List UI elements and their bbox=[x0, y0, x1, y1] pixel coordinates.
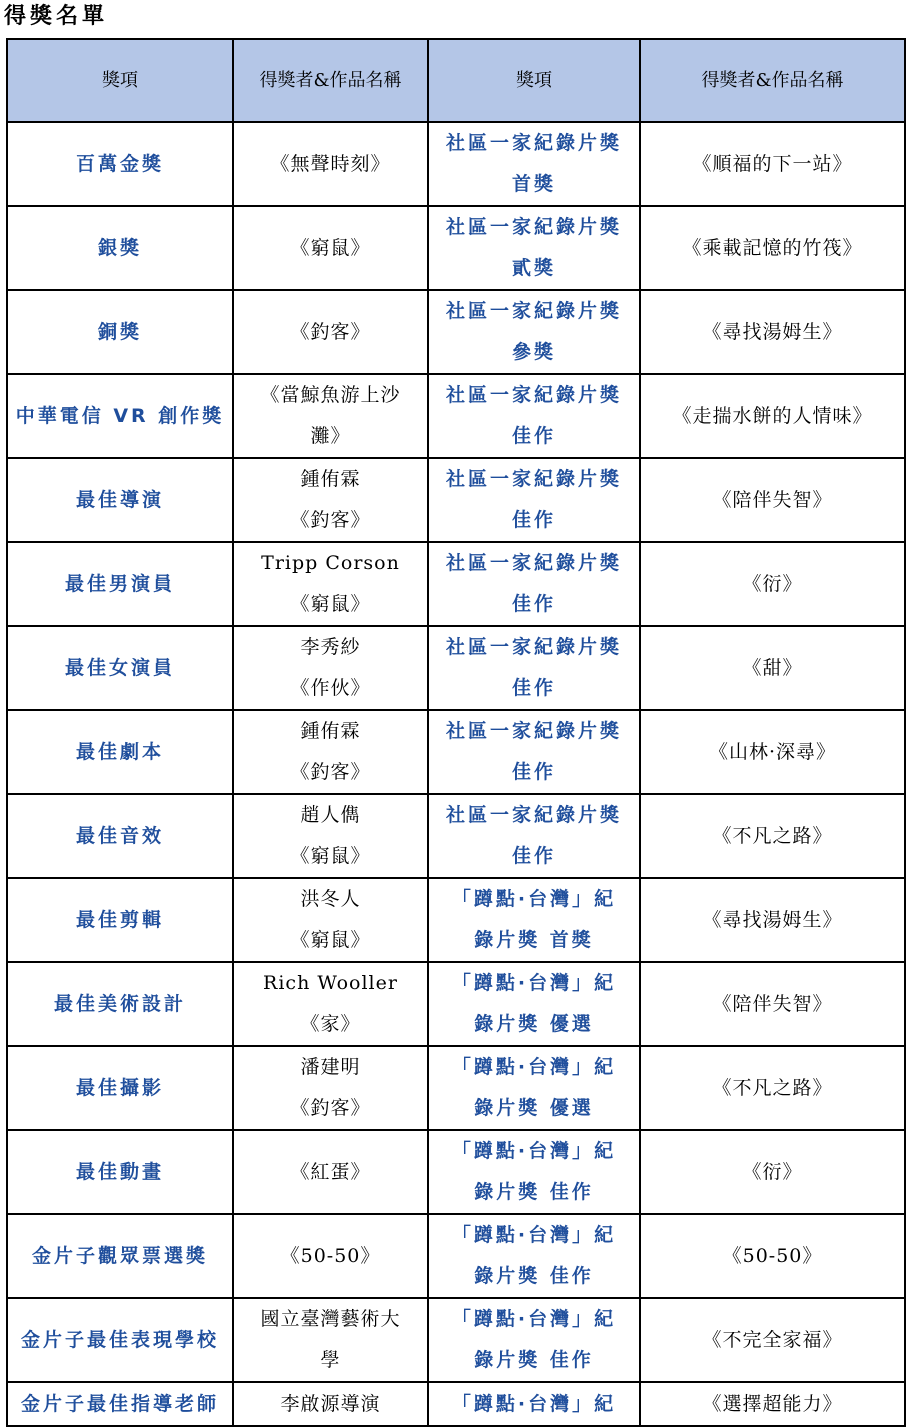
winner-and-work: 《無聲時刻》 bbox=[233, 122, 428, 206]
winner-and-work: 《紅蛋》 bbox=[233, 1130, 428, 1214]
documentary-award-name: 社區一家紀錄片獎 參獎 bbox=[428, 290, 640, 374]
documentary-award-name: 「蹲點·台灣」紀 錄片獎 首獎 bbox=[428, 878, 640, 962]
award-name: 最佳導演 bbox=[7, 458, 233, 542]
documentary-work: 《尋找湯姆生》 bbox=[640, 290, 905, 374]
documentary-award-name: 社區一家紀錄片獎 佳作 bbox=[428, 374, 640, 458]
winner-and-work: 趙人儁 《窮鼠》 bbox=[233, 794, 428, 878]
documentary-work: 《順福的下一站》 bbox=[640, 122, 905, 206]
table-row bbox=[7, 710, 905, 794]
documentary-work: 《不凡之路》 bbox=[640, 1046, 905, 1130]
documentary-award-name: 「蹲點·台灣」紀 bbox=[428, 1382, 640, 1426]
award-name: 最佳劇本 bbox=[7, 710, 233, 794]
documentary-award-name: 「蹲點·台灣」紀 錄片獎 佳作 bbox=[428, 1214, 640, 1298]
table-row bbox=[7, 122, 905, 206]
documentary-award-name: 「蹲點·台灣」紀 錄片獎 優選 bbox=[428, 962, 640, 1046]
award-name: 金片子觀眾票選獎 bbox=[7, 1214, 233, 1298]
documentary-work: 《不完全家福》 bbox=[640, 1298, 905, 1382]
winner-and-work: 李秀紗 《作伙》 bbox=[233, 626, 428, 710]
documentary-award-name: 社區一家紀錄片獎 佳作 bbox=[428, 542, 640, 626]
documentary-work: 《50-50》 bbox=[640, 1214, 905, 1298]
documentary-work: 《衍》 bbox=[640, 542, 905, 626]
winner-and-work: 《窮鼠》 bbox=[233, 206, 428, 290]
table-row bbox=[7, 1046, 905, 1130]
header-winner-1: 得獎者&作品名稱 bbox=[233, 39, 428, 122]
documentary-work: 《陪伴失智》 bbox=[640, 962, 905, 1046]
documentary-award-name: 「蹲點·台灣」紀 錄片獎 佳作 bbox=[428, 1298, 640, 1382]
winner-and-work: 洪冬人 《窮鼠》 bbox=[233, 878, 428, 962]
header-winner-2: 得獎者&作品名稱 bbox=[640, 39, 905, 122]
table-row bbox=[7, 1382, 905, 1426]
winner-and-work: 潘建明 《釣客》 bbox=[233, 1046, 428, 1130]
award-name: 最佳女演員 bbox=[7, 626, 233, 710]
documentary-award-name: 社區一家紀錄片獎 首獎 bbox=[428, 122, 640, 206]
award-name: 金片子最佳指導老師 bbox=[7, 1382, 233, 1426]
header-row bbox=[7, 39, 905, 122]
winner-and-work: 國立臺灣藝術大 學 bbox=[233, 1298, 428, 1382]
award-name: 最佳剪輯 bbox=[7, 878, 233, 962]
header-award-1: 獎項 bbox=[7, 39, 233, 122]
table-row bbox=[7, 1130, 905, 1214]
winner-and-work: Tripp Corson 《窮鼠》 bbox=[233, 542, 428, 626]
table-row bbox=[7, 626, 905, 710]
award-name: 最佳音效 bbox=[7, 794, 233, 878]
winner-and-work: 鍾侑霖 《釣客》 bbox=[233, 710, 428, 794]
table-row bbox=[7, 542, 905, 626]
page-title: 得獎名單 bbox=[4, 4, 109, 29]
table-row bbox=[7, 1298, 905, 1382]
documentary-work: 《衍》 bbox=[640, 1130, 905, 1214]
documentary-work: 《選擇超能力》 bbox=[640, 1382, 905, 1426]
table-row bbox=[7, 878, 905, 962]
award-name: 最佳美術設計 bbox=[7, 962, 233, 1046]
documentary-work: 《尋找湯姆生》 bbox=[640, 878, 905, 962]
award-name: 百萬金獎 bbox=[7, 122, 233, 206]
documentary-award-name: 社區一家紀錄片獎 佳作 bbox=[428, 626, 640, 710]
table-row bbox=[7, 1214, 905, 1298]
documentary-work: 《走揣水餅的人情味》 bbox=[640, 374, 905, 458]
table-row bbox=[7, 962, 905, 1046]
documentary-award-name: 社區一家紀錄片獎 貳獎 bbox=[428, 206, 640, 290]
winner-and-work: 李啟源導演 bbox=[233, 1382, 428, 1426]
documentary-award-name: 「蹲點·台灣」紀 錄片獎 優選 bbox=[428, 1046, 640, 1130]
documentary-work: 《陪伴失智》 bbox=[640, 458, 905, 542]
award-name: 銅獎 bbox=[7, 290, 233, 374]
award-name: 最佳攝影 bbox=[7, 1046, 233, 1130]
awards-table bbox=[6, 38, 906, 1427]
table-row bbox=[7, 374, 905, 458]
winner-and-work: 《釣客》 bbox=[233, 290, 428, 374]
winner-and-work: Rich Wooller 《家》 bbox=[233, 962, 428, 1046]
table-row bbox=[7, 794, 905, 878]
documentary-work: 《甜》 bbox=[640, 626, 905, 710]
award-name: 最佳男演員 bbox=[7, 542, 233, 626]
winner-and-work: 《當鯨魚游上沙 灘》 bbox=[233, 374, 428, 458]
awards-body bbox=[7, 122, 905, 1426]
table-row bbox=[7, 206, 905, 290]
award-name: 最佳動畫 bbox=[7, 1130, 233, 1214]
documentary-award-name: 「蹲點·台灣」紀 錄片獎 佳作 bbox=[428, 1130, 640, 1214]
winner-and-work: 《50-50》 bbox=[233, 1214, 428, 1298]
award-name: 金片子最佳表現學校 bbox=[7, 1298, 233, 1382]
header-award-2: 獎項 bbox=[428, 39, 640, 122]
table-row bbox=[7, 458, 905, 542]
documentary-award-name: 社區一家紀錄片獎 佳作 bbox=[428, 710, 640, 794]
winner-and-work: 鍾侑霖 《釣客》 bbox=[233, 458, 428, 542]
table-row bbox=[7, 290, 905, 374]
documentary-award-name: 社區一家紀錄片獎 佳作 bbox=[428, 794, 640, 878]
documentary-work: 《不凡之路》 bbox=[640, 794, 905, 878]
award-name: 中華電信 VR 創作獎 bbox=[7, 374, 233, 458]
documentary-award-name: 社區一家紀錄片獎 佳作 bbox=[428, 458, 640, 542]
award-name: 銀獎 bbox=[7, 206, 233, 290]
documentary-work: 《乘載記憶的竹筏》 bbox=[640, 206, 905, 290]
documentary-work: 《山林·深尋》 bbox=[640, 710, 905, 794]
